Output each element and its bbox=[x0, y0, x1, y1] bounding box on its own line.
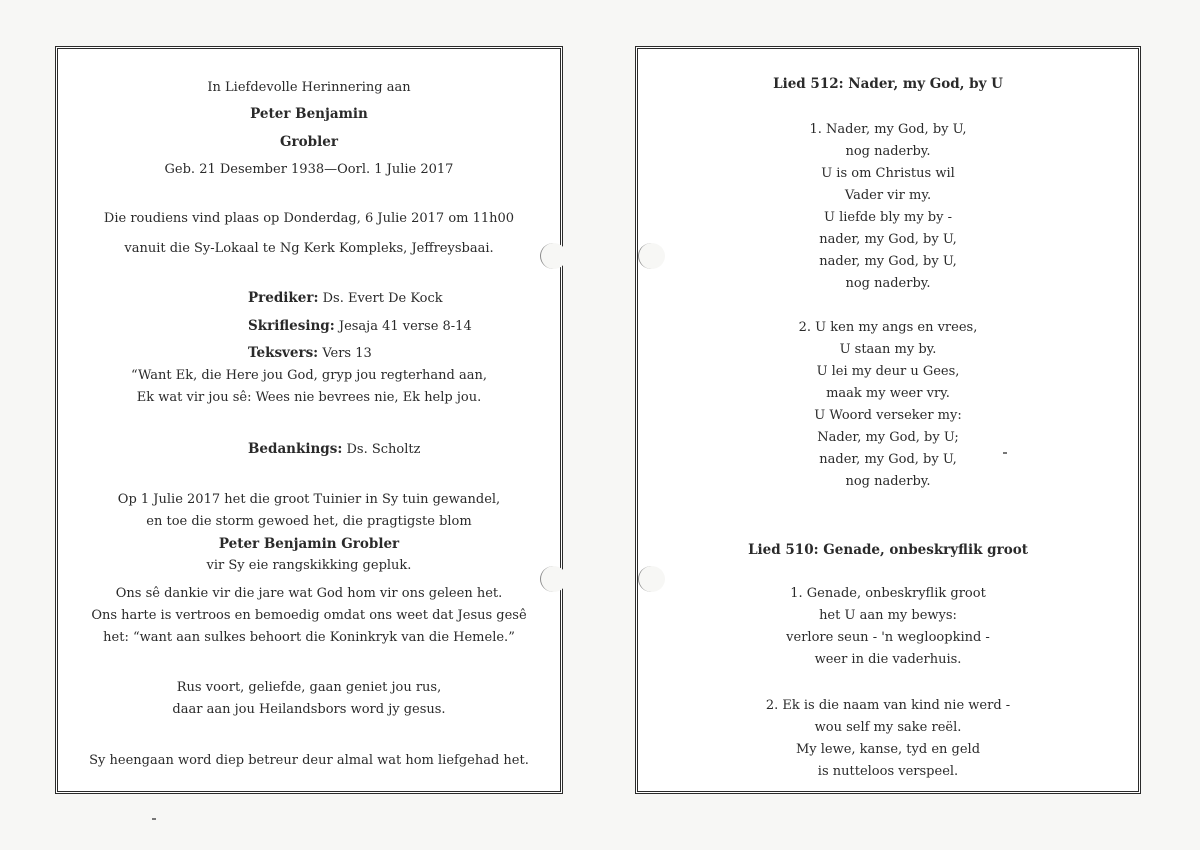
thanks-line3: het: “want aan sulkes behoort die Koninkryk van die Hemele.” bbox=[103, 630, 515, 645]
tribute-line1: Op 1 Julie 2017 het die groot Tuinier in Sy tuin gewandel, bbox=[117, 492, 501, 507]
prediker-value: Ds. Evert De Kock bbox=[322, 291, 443, 306]
left-page bbox=[55, 46, 563, 794]
skriflesing-label: Skriflesing: bbox=[248, 318, 335, 334]
deceased-first-names: Peter Benjamin bbox=[250, 106, 368, 122]
hymn1-verse1-line: U is om Christus wil bbox=[821, 166, 955, 181]
memorial-heading: In Liefdevolle Herinnering aan bbox=[207, 80, 411, 95]
service-details-line2: vanuit die Sy-Lokaal te Ng Kerk Kompleks, Jeffreysbaai. bbox=[124, 241, 494, 256]
bedankings-value: Ds. Scholtz bbox=[346, 442, 421, 457]
hymn1-verse1-line: nader, my God, by U, bbox=[819, 232, 957, 247]
hymn2-verse1-line: 1. Genade, onbeskryflik groot bbox=[790, 586, 986, 601]
hymn2-verse1-line: verlore seun - 'n wegloopkind - bbox=[786, 630, 990, 645]
bedankings-label: Bedankings: bbox=[248, 441, 343, 457]
scripture-quote-line1: “Want Ek, die Here jou God, gryp jou regterhand aan, bbox=[131, 368, 487, 383]
hymn1-verse2-line: U lei my deur u Gees, bbox=[816, 364, 960, 379]
teksvers-value: Vers 13 bbox=[322, 346, 372, 361]
prediker-row bbox=[248, 289, 443, 308]
scan-speck bbox=[1003, 452, 1007, 454]
hymn1-verse2-line: U Woord verseker my: bbox=[814, 408, 962, 423]
hymn1-verse2-line: Nader, my God, by U; bbox=[817, 430, 959, 445]
hymn1-verse2-line: nader, my God, by U, bbox=[819, 452, 957, 467]
punch-hole bbox=[540, 566, 567, 592]
tribute-name: Peter Benjamin Grobler bbox=[218, 536, 400, 552]
tribute-line2: en toe die storm gewoed het, die pragtigste blom bbox=[146, 514, 472, 529]
teksvers-label: Teksvers: bbox=[248, 345, 319, 361]
scan-speck bbox=[152, 818, 156, 820]
hymn2-title: Lied 510: Genade, onbeskryflik groot bbox=[748, 542, 1028, 558]
bedankings-row bbox=[248, 440, 420, 459]
skriflesing-value: Jesaja 41 verse 8-14 bbox=[338, 319, 472, 334]
tribute-line3: vir Sy eie rangskikking gepluk. bbox=[206, 558, 412, 573]
hymn1-verse1-line: nog naderby. bbox=[845, 276, 931, 291]
hymn1-verse1-line: nog naderby. bbox=[845, 144, 931, 159]
hymn1-title: Lied 512: Nader, my God, by U bbox=[773, 76, 1003, 92]
skriflesing-row bbox=[248, 317, 472, 336]
punch-hole bbox=[638, 566, 665, 592]
thanks-line2: Ons harte is vertroos en bemoedig omdat ons weet dat Jesus gesê bbox=[91, 608, 527, 623]
hymn1-verse2-line: nog naderby. bbox=[845, 474, 931, 489]
hymn1-verse2-line: maak my weer vry. bbox=[826, 386, 950, 401]
right-page bbox=[635, 46, 1141, 794]
hymn1-verse1-line: nader, my God, by U, bbox=[819, 254, 957, 269]
deceased-surname: Grobler bbox=[280, 134, 338, 150]
service-details-line1: Die roudiens vind plaas op Donderdag, 6 Julie 2017 om 11h00 bbox=[103, 211, 515, 226]
hymn2-verse2-line: is nutteloos verspeel. bbox=[817, 764, 959, 779]
hymn2-verse2-line: My lewe, kanse, tyd en geld bbox=[795, 742, 981, 757]
rest-poem-line2: daar aan jou Heilandsbors word jy gesus. bbox=[172, 702, 446, 717]
hymn2-verse2-line: wou self my sake reël. bbox=[814, 720, 962, 735]
hymn1-verse2-line: 2. U ken my angs en vrees, bbox=[798, 320, 978, 335]
hymn2-verse2-line: 2. Ek is die naam van kind nie werd - bbox=[765, 698, 1011, 713]
punch-hole bbox=[638, 243, 665, 269]
prediker-label: Prediker: bbox=[248, 290, 319, 306]
teksvers-row bbox=[248, 344, 372, 363]
hymn1-verse2-line: U staan my by. bbox=[839, 342, 937, 357]
life-dates: Geb. 21 Desember 1938—Oorl. 1 Julie 2017 bbox=[164, 162, 454, 177]
scripture-quote-line2: Ek wat vir jou sê: Wees nie bevrees nie, Ek help jou. bbox=[136, 390, 482, 405]
hymn1-verse1-line: 1. Nader, my God, by U, bbox=[809, 122, 967, 137]
hymn1-verse1-line: Vader vir my. bbox=[844, 188, 932, 203]
rest-poem-line1: Rus voort, geliefde, gaan geniet jou rus, bbox=[176, 680, 442, 695]
closing-line: Sy heengaan word diep betreur deur almal wat hom liefgehad het. bbox=[89, 753, 529, 768]
hymn1-verse1-line: U liefde bly my by - bbox=[823, 210, 952, 225]
hymn2-verse1-line: het U aan my bewys: bbox=[819, 608, 957, 623]
hymn2-verse1-line: weer in die vaderhuis. bbox=[814, 652, 962, 667]
punch-hole bbox=[540, 243, 567, 269]
thanks-line1: Ons sê dankie vir die jare wat God hom vir ons geleen het. bbox=[115, 586, 503, 601]
